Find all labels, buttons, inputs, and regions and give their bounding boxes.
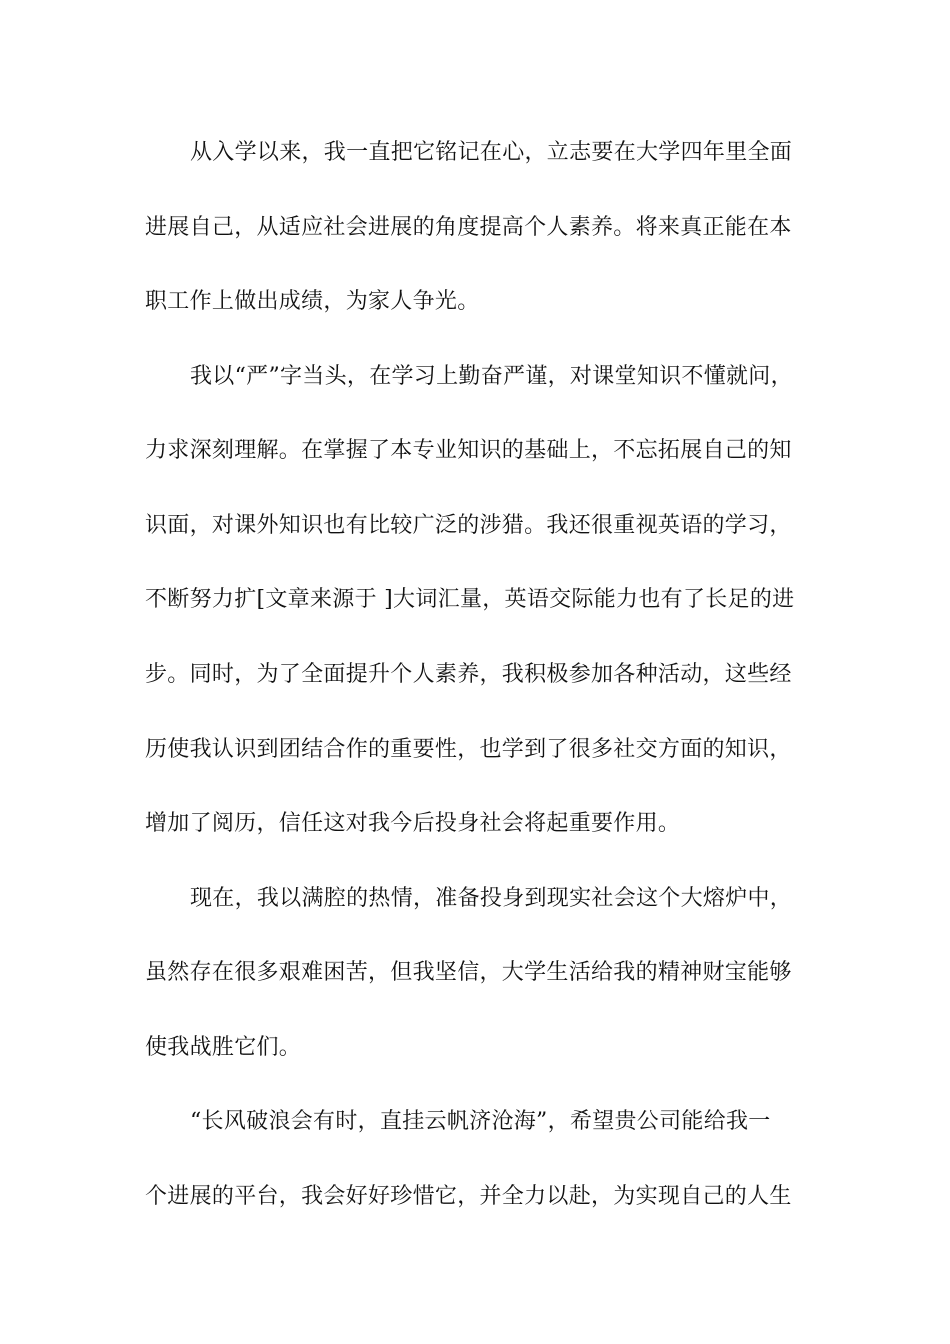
text-line: 现在，我以满腔的热情，准备投身到现实社会这个大熔炉中， — [190, 886, 793, 911]
text-line: 识面，对课外知识也有比较广泛的涉猎。我还很重视英语的学习， — [145, 513, 792, 538]
text-line: 使我战胜它们。 — [145, 1035, 302, 1060]
text-line: 历使我认识到团结合作的重要性，也学到了很多社交方面的知识， — [145, 737, 792, 762]
text-line: “长风破浪会有时，直挂云帆济沧海”，希望贵公司能给我一 — [190, 1109, 771, 1134]
text-line: 我以“严”字当头，在学习上勤奋严谨，对课堂知识不懂就问， — [190, 364, 793, 389]
text-line: 从入学以来，我一直把它铭记在心，立志要在大学四年里全面 — [190, 140, 793, 165]
text-line: 力求深刻理解。在掌握了本专业知识的基础上，不忘拓展自己的知 — [145, 438, 792, 463]
text-line: 进展自己，从适应社会进展的角度提高个人素养。将来真正能在本 — [145, 215, 792, 240]
text-line: 个进展的平台，我会好好珍惜它，并全力以赴，为实现自己的人生 — [145, 1184, 792, 1209]
text-line: 增加了阅历，信任这对我今后投身社会将起重要作用。 — [145, 811, 681, 836]
text-line: 职工作上做出成绩，为家人争光。 — [145, 289, 480, 314]
text-line: 不断努力扩[文章来源于 ]大词汇量，英语交际能力也有了长足的进 — [145, 587, 795, 612]
text-line: 虽然存在很多艰难困苦，但我坚信，大学生活给我的精神财宝能够 — [145, 960, 792, 985]
text-line: 步。同时，为了全面提升个人素养，我积极参加各种活动，这些经 — [145, 662, 792, 687]
